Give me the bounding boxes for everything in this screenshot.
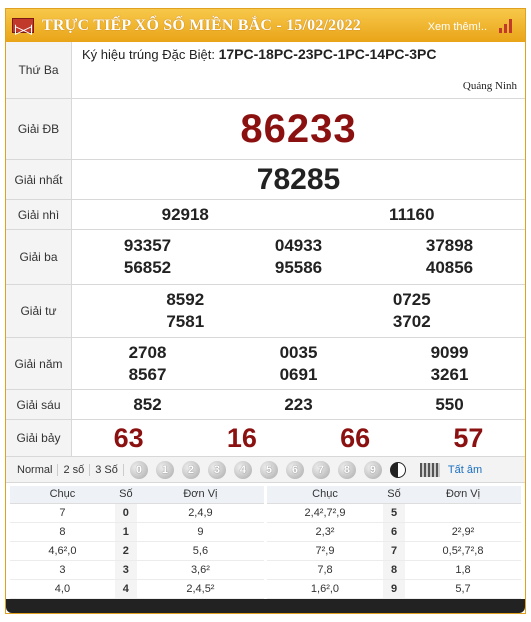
prize-label: Giải bảy <box>6 420 72 456</box>
prize-label: Giải ba <box>6 230 72 284</box>
cell-donvi: 2,4,5² <box>137 579 264 598</box>
table-row <box>10 560 264 579</box>
prize-number: 11160 <box>389 204 435 224</box>
digit-button[interactable]: 4 <box>234 461 252 479</box>
prize-label: Giải sáu <box>6 390 72 419</box>
draw-info-row <box>6 42 525 99</box>
mode-normal[interactable]: Normal <box>12 464 58 476</box>
prize-number: 04933 <box>274 236 323 255</box>
mail-icon[interactable] <box>12 18 34 33</box>
see-more-link[interactable]: Xem thêm!.. <box>427 21 487 33</box>
table-row <box>267 522 521 541</box>
prize-row-seventh <box>6 420 525 457</box>
cell-chuc: 7 <box>10 503 115 522</box>
cell-chuc: 2,3² <box>267 522 383 541</box>
cell-donvi: 0,5²,7²,8 <box>405 541 521 560</box>
cell-so: 1 <box>115 522 137 541</box>
col-header-chuc: Chục <box>10 486 115 503</box>
cell-chuc: 8 <box>10 522 115 541</box>
prize-row-sixth <box>6 390 525 420</box>
prize-number: 63 <box>113 422 144 453</box>
cell-so: 7 <box>383 541 405 560</box>
prize-number: 92918 <box>161 204 209 224</box>
prize-number: 7581 <box>166 312 205 331</box>
cell-chuc: 4,6²,0 <box>10 541 115 560</box>
col-header-chuc: Chục <box>267 486 383 503</box>
cell-donvi: 2,4,9 <box>137 503 264 522</box>
digit-button[interactable]: 8 <box>338 461 356 479</box>
mode-2-digits[interactable]: 2 số <box>58 464 90 476</box>
prize-label: Giải ĐB <box>6 99 72 159</box>
prize-number: 16 <box>226 422 257 453</box>
day-of-week: Thứ Ba <box>6 42 72 98</box>
prize-number: 3261 <box>430 364 469 384</box>
cell-donvi: 1,8 <box>405 560 521 579</box>
table-row <box>267 503 521 522</box>
digit-button[interactable]: 5 <box>260 461 278 479</box>
prize-label: Giải năm <box>6 338 72 389</box>
cell-chuc: 2,4²,7²,9 <box>267 503 383 522</box>
table-row <box>10 522 264 541</box>
prize-label: Giải tư <box>6 285 72 337</box>
loto-tables <box>6 483 525 599</box>
prize-number: 550 <box>435 394 464 414</box>
table-row <box>10 503 264 522</box>
mode-3-digits[interactable]: 3 Số <box>90 464 124 476</box>
prize-row-third <box>6 230 525 285</box>
digit-button[interactable]: 1 <box>156 461 174 479</box>
cell-so: 6 <box>383 522 405 541</box>
prize-number: 57 <box>453 422 484 453</box>
digit-button[interactable]: 7 <box>312 461 330 479</box>
cell-donvi: 5,6 <box>137 541 264 560</box>
prize-number: 852 <box>133 394 162 414</box>
special-code-line <box>82 46 515 62</box>
cell-donvi: 2²,9² <box>405 522 521 541</box>
prize-number: 40856 <box>425 258 474 277</box>
digit-button[interactable]: 2 <box>182 461 200 479</box>
prize-row-fourth <box>6 285 525 338</box>
cell-so: 0 <box>115 503 137 522</box>
prize-number: 9099 <box>430 342 469 362</box>
cell-donvi: 9 <box>137 522 264 541</box>
prize-number: 37898 <box>425 236 474 255</box>
digit-button[interactable]: 6 <box>286 461 304 479</box>
cell-donvi <box>405 503 521 522</box>
col-header-so: Số <box>115 486 137 503</box>
col-header-donvi: Đơn Vị <box>137 486 264 503</box>
cell-so: 5 <box>383 503 405 522</box>
prize-number: 223 <box>284 394 313 414</box>
col-header-so: Số <box>383 486 405 503</box>
prize-row-special <box>6 99 525 160</box>
cell-so: 8 <box>383 560 405 579</box>
panel-header <box>6 9 525 42</box>
prize-number: 95586 <box>274 258 323 277</box>
prize-row-fifth <box>6 338 525 390</box>
cell-so: 9 <box>383 579 405 598</box>
prize-row-second <box>6 200 525 230</box>
prize-label: Giải nhì <box>6 200 72 229</box>
prize-number: 8592 <box>166 290 205 309</box>
table-row <box>10 579 264 598</box>
digit-button[interactable]: 3 <box>208 461 226 479</box>
cell-chuc: 3 <box>10 560 115 579</box>
loto-table-right <box>267 486 521 599</box>
display-toolbar <box>6 457 525 483</box>
yin-yang-icon[interactable] <box>390 462 406 478</box>
cell-donvi: 5,7 <box>405 579 521 598</box>
special-code-value: 17PC-18PC-23PC-1PC-14PC-3PC <box>218 46 437 62</box>
results-panel <box>5 8 526 614</box>
cell-so: 3 <box>115 560 137 579</box>
prize-number: 0725 <box>392 290 431 309</box>
digit-button[interactable]: 9 <box>364 461 382 479</box>
digit-button[interactable]: 0 <box>130 461 148 479</box>
prize-row-first <box>6 160 525 200</box>
first-prize-number: 78285 <box>256 162 341 196</box>
prize-number: 66 <box>340 422 371 453</box>
digit-highlight-buttons <box>130 461 390 479</box>
prize-label: Giải nhất <box>6 160 72 199</box>
prize-number: 3702 <box>392 312 431 331</box>
province-name: Quảng Ninh <box>462 80 517 92</box>
cell-so: 2 <box>115 541 137 560</box>
table-row <box>267 560 521 579</box>
table-row <box>10 541 264 560</box>
panel-title: TRỰC TIẾP XỔ SỐ MIỀN BẮC - 15/02/2022 <box>42 16 361 34</box>
col-header-donvi: Đơn Vị <box>405 486 521 503</box>
special-prize-number: 86233 <box>240 106 357 151</box>
cell-chuc: 4,0 <box>10 579 115 598</box>
prize-number: 2708 <box>128 342 167 362</box>
prize-number: 93357 <box>123 236 172 255</box>
sound-icon[interactable] <box>420 463 440 477</box>
loto-table-left <box>10 486 264 599</box>
prize-number: 0691 <box>279 364 318 384</box>
cell-so: 4 <box>115 579 137 598</box>
prize-number: 0035 <box>279 342 318 362</box>
special-code-label: Ký hiệu trúng Đặc Biệt: <box>82 47 219 62</box>
cell-donvi: 3,6² <box>137 560 264 579</box>
table-row <box>267 579 521 598</box>
table-row <box>267 541 521 560</box>
bar-chart-icon[interactable] <box>499 19 515 33</box>
cell-chuc: 1,6²,0 <box>267 579 383 598</box>
cell-chuc: 7,8 <box>267 560 383 579</box>
prize-number: 8567 <box>128 364 167 384</box>
show-all-link[interactable]: Tất âm <box>447 463 483 476</box>
prize-number: 56852 <box>123 258 172 277</box>
cell-chuc: 7²,9 <box>267 541 383 560</box>
bottom-bar <box>6 599 525 613</box>
